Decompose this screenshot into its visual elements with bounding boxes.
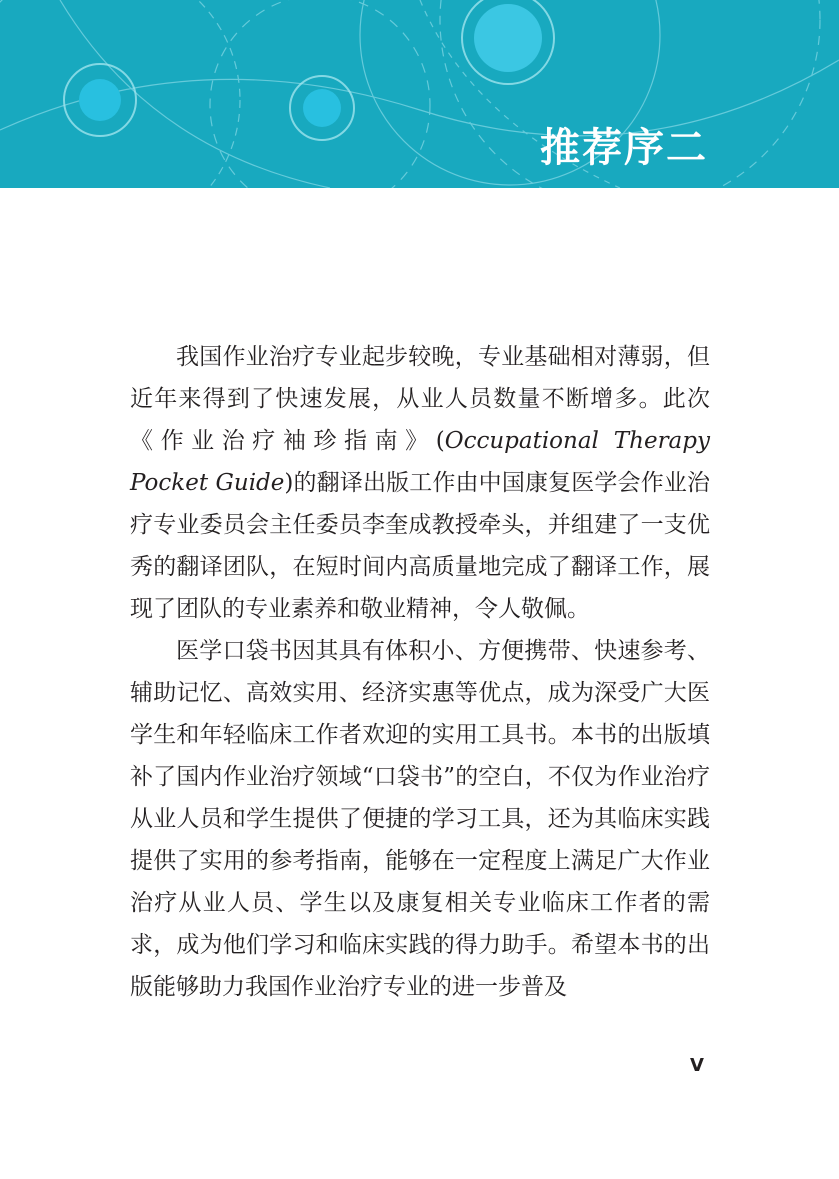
page-number: V bbox=[690, 1055, 704, 1076]
paragraph-1-part1: 我国作业治疗专业起步较晚，专业基础相对薄弱，但近年来得到了快速发展，从业人员数量不断增多。此次《作业治疗袖珍指南》( bbox=[130, 344, 710, 454]
page-title: 推荐序二 bbox=[540, 125, 708, 171]
header-banner bbox=[0, 0, 839, 188]
paragraph-2: 医学口袋书因其具有体积小、方便携带、快速参考、辅助记忆、高效实用、经济实惠等优点，成为深受广大医学生和年轻临床工作者欢迎的实用工具书。本书的出版填补了国内作业治疗领域“口袋书”的空白，不仅为作业治疗从业人员和学生提供了便捷的学习工具，还为其临床实践提供了实用的参考指南，能够在一定程度上满足广大作业治疗从业人员、学生以及康复相关专业临床工作者的需求，成为他们学习和临床实践的得力助手。希望本书的出版能够助力我国作业治疗专业的进一步普及 bbox=[130, 638, 710, 1000]
book-title-english: Occupational Therapy Pocket Guide bbox=[130, 428, 710, 496]
paragraph-1-part2: )的翻译出版工作由中国康复医学会作业治疗专业委员会主任委员李奎成教授牵头，并组建了一支优秀的翻译团队，在短时间内高质量地完成了翻译工作，展现了团队的专业素养和敬业精神，令人敬佩。 bbox=[130, 470, 710, 622]
paragraph-1 bbox=[130, 336, 710, 630]
preface-body bbox=[130, 336, 710, 1008]
decorative-circles bbox=[0, 0, 839, 188]
